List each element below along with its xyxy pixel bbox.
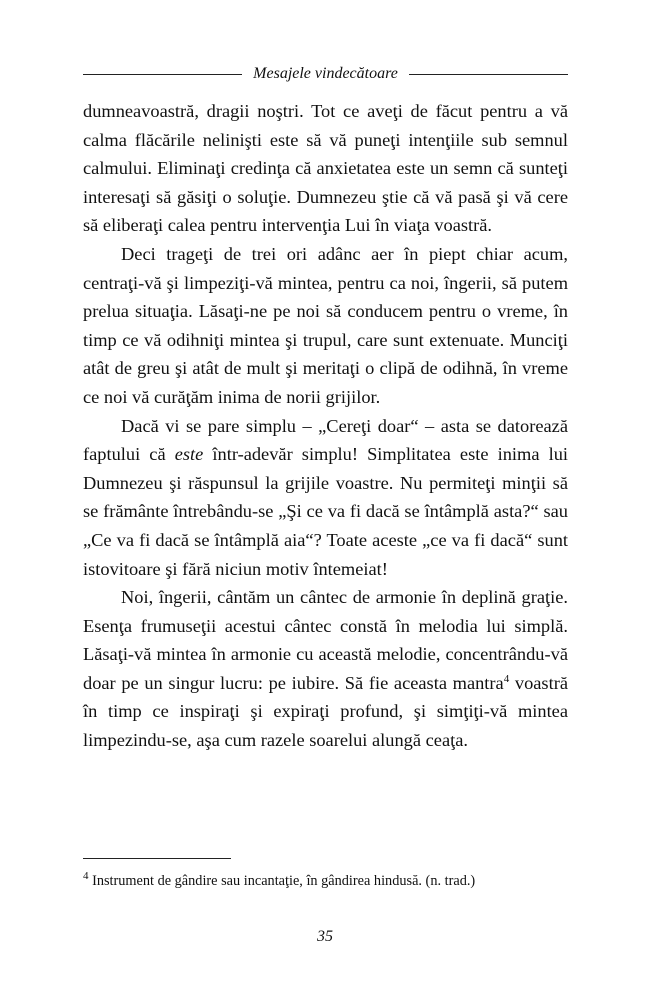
- footnote-divider: [83, 858, 231, 859]
- body-text: [83, 97, 568, 755]
- paragraph-2: Deci trageţi de trei ori adânc aer în piept chiar acum, centraţi-vă şi limpeziţi-vă mintea, pentru ca noi, îngerii, să putem prelua situaţia. Lăsaţi-ne pe noi să conducem pentru o vreme, în timp ce vă odihniţi mintea şi trupul, care sunt extenuate. Munciţi atât de greu şi atât de mult şi meritaţi o clipă de odihnă, în vreme ce noi vă curăţăm inima de norii grijilor.: [83, 243, 568, 407]
- footnote-reference: 4: [503, 672, 510, 685]
- paragraph-4-part-a: Noi, îngerii, cântăm un cântec de armonie în deplină graţie. Esenţa frumuseţii acestui cântec constă în melodia lui simplă. Lăsaţi-vă mintea în armonie cu această melodie, concentrându-vă doar pe un singur lucru: pe iubire. Să fie aceasta mantra: [83, 587, 568, 693]
- paragraph-3-part-b: într-adevăr simplu! Simplitatea este inima lui Dumnezeu şi răspunsul la grijile voastre. Nu permiteţi minţii să se frământe întrebându-se „Şi ce va fi dacă se întâmplă asta?“ sau „Ce va fi dacă se întâmplă aia“? Toate aceste „ce va fi dacă“ sunt istovitoare şi fără niciun motiv întemeiat!: [83, 444, 568, 579]
- running-title: Mesajele vindecătoare: [253, 65, 398, 82]
- page-number: 35: [317, 928, 333, 945]
- emphasis-este: este: [174, 444, 204, 465]
- running-header: [83, 62, 568, 86]
- header-rule-right: [409, 74, 568, 75]
- paragraph-4-part-b: voastră în timp ce inspiraţi şi expiraţi profund, şi simţiţi-vă mintea limpezindu-se, aşa cum razele soarelui alungă ceaţa.: [83, 672, 568, 751]
- paragraph-3: [83, 412, 568, 584]
- paragraph-3-part-a: Dacă vi se pare simplu – „Cereţi doar“ – asta se datorează faptului că: [83, 415, 568, 465]
- footnote-marker: 4: [83, 870, 89, 883]
- footnote: [83, 872, 568, 890]
- header-rule-left: [83, 74, 242, 75]
- paragraph-4: [83, 583, 568, 755]
- footnote-text: Instrument de gândire sau incantaţie, în gândirea hindusă. (n. trad.): [88, 873, 476, 889]
- paragraph-1: dumneavoastră, dragii noştri. Tot ce aveţi de făcut pentru a vă calma flăcările nelinişti este să vă puneţi intenţiile sub semnul calmului. Eliminaţi credinţa că anxietatea este un semn că sunteţi interesaţi să găsiţi o soluţie. Dumnezeu ştie că vă pasă şi vă cere să eliberaţi calea pentru intervenţia Lui în viaţa voastră.: [83, 101, 568, 236]
